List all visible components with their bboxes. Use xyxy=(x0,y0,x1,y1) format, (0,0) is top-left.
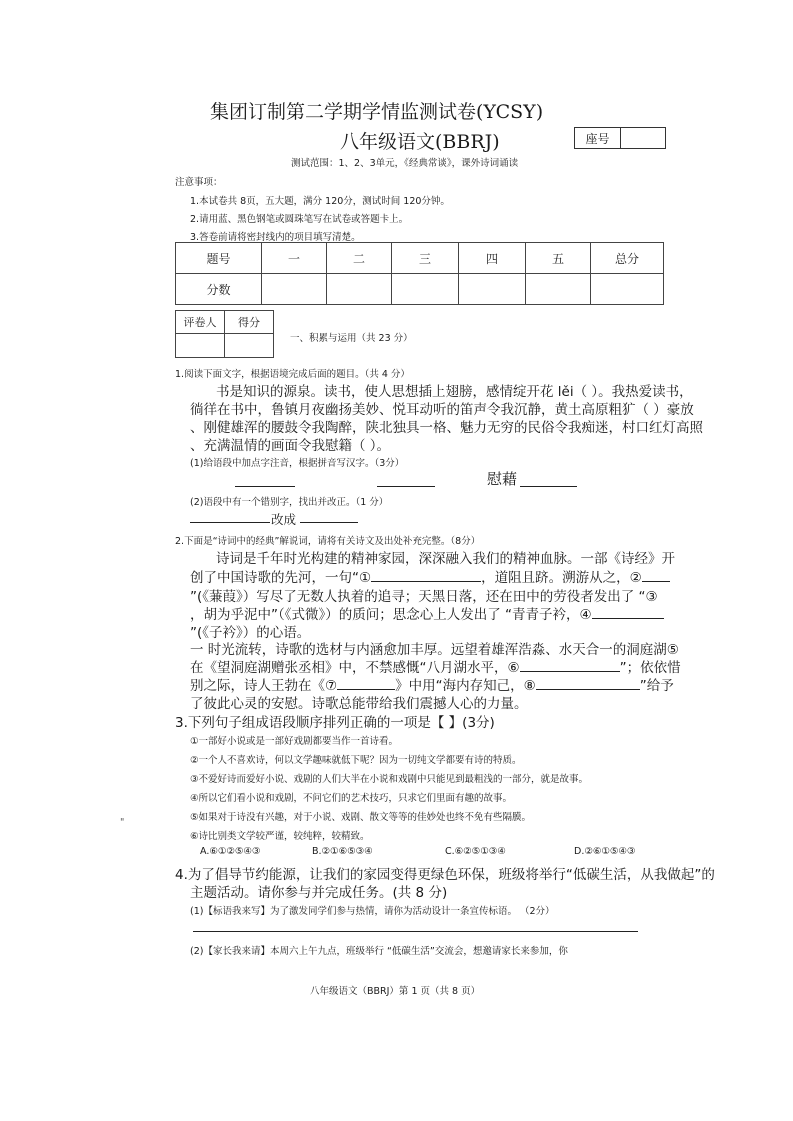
question-stem: 2.下面是“诗词中的经典”解说词，请将有关诗文及出处补充完整。（8分） xyxy=(175,536,481,547)
option-a[interactable]: A.⑥①②⑤④③ xyxy=(200,846,261,857)
grader-table xyxy=(175,310,274,358)
score-cell[interactable] xyxy=(327,274,392,305)
score-cell[interactable] xyxy=(392,274,459,305)
passage-text: 别之际，诗人王勃在《⑦ xyxy=(190,678,338,694)
answer-blank[interactable] xyxy=(520,659,620,672)
exam-subject-title: 八年级语文(BBRJ) xyxy=(340,131,500,153)
sentence-item: ④所以它们看小说和戏剧，不问它们的艺术技巧，只求它们里面有趣的故事。 xyxy=(190,793,513,804)
passage-line: 徜徉在书中，鲁镇月夜幽扬美妙、悦耳动听的笛声令我沉静，黄土高原粗犷（ ）豪放 xyxy=(190,402,694,418)
grader-field[interactable] xyxy=(176,334,225,358)
table-cell: 三 xyxy=(392,243,459,274)
test-scope: 测试范围：1、2、3单元，《经典常谈》，课外诗词诵读 xyxy=(291,158,519,169)
question-stem-cont: 主题活动。请你参与并完成任务。(共 8 分) xyxy=(190,885,448,901)
note-item: 1.本试卷共 8页，五大题，满分 120分，测试时间 120分钟。 xyxy=(190,196,450,207)
sub-question: (1)给语段中加点字注音，根据拼音写汉字。（3分） xyxy=(190,458,405,469)
sub-question: (1)【标语我来写】为了激发同学们参与热情，请你为活动设计一条宣传标语。 （2分） xyxy=(190,906,555,917)
sentence-item: ③不爱好诗而爱好小说、戏剧的人们大半在小说和戏剧中只能见到最粗浅的一部分，就是故事。 xyxy=(190,774,589,785)
seat-number-box[interactable] xyxy=(574,127,666,149)
score-cell[interactable] xyxy=(262,274,327,305)
score-table-header-row xyxy=(176,243,664,274)
slogan-answer-line[interactable] xyxy=(193,919,638,932)
passage-line: ”(《蒹葭》）写尽了无数人执着的追寻；天黑日落，还在田中的劳役者发出了 “③ xyxy=(190,589,658,605)
seat-label: 座号 xyxy=(585,131,610,146)
score-table xyxy=(175,242,664,305)
table-cell: 四 xyxy=(459,243,526,274)
answer-blank[interactable] xyxy=(300,510,358,523)
score-cell[interactable] xyxy=(526,274,591,305)
answer-blank[interactable] xyxy=(190,510,270,523)
score-field[interactable] xyxy=(225,334,274,358)
passage-text: ”给予 xyxy=(639,678,674,694)
passage-text: ，道阻且跻。溯游从之，② xyxy=(481,570,642,586)
answer-blank[interactable] xyxy=(642,569,670,582)
answer-blank[interactable] xyxy=(536,677,640,690)
question-stem: 3.下列句子组成语段顺序排列正确的一项是【 】(3分) xyxy=(175,715,495,731)
passage-text: 》中用“海内存知己，⑧ xyxy=(395,678,536,694)
sentence-item: ②一个人不喜欢诗，何以文学趣味就低下呢？因为一切纯文学都要有诗的特质。 xyxy=(190,755,522,766)
passage-line: 、充满温情的画面令我慰籍（ ）。 xyxy=(190,438,391,454)
table-cell: 一 xyxy=(262,243,327,274)
passage-line: 、刚健雄浑的腰鼓令我陶醉，陕北独具一格、魅力无穷的民俗令我痴迷，村口红灯高照 xyxy=(190,420,703,436)
answer-blank[interactable] xyxy=(520,474,577,487)
option-d[interactable]: D.②⑥①⑤④③ xyxy=(574,846,636,857)
answer-blank[interactable] xyxy=(371,569,481,582)
margin-mark: " xyxy=(120,817,125,828)
fix-label: 改成 xyxy=(271,512,297,527)
sentence-item: ①一部好小说或是一部好戏剧都要当作一首诗看。 xyxy=(190,736,399,747)
pinyin-word: 慰藉 xyxy=(487,470,518,488)
passage-line: 诗词是千年时光构建的精神家园，深深融入我们的精神血脉。一部《诗经》开 xyxy=(216,551,675,567)
answer-blank[interactable] xyxy=(592,606,664,619)
passage-text: 创了中国诗歌的先河，一句“① xyxy=(190,570,372,586)
question-stem: 1.阅读下面文字，根据语境完成后面的题目。（共 4 分） xyxy=(175,369,410,380)
answer-blank[interactable] xyxy=(337,677,395,690)
table-cell: 题号 xyxy=(176,243,262,274)
note-item: 3.答卷前请将密封线内的项目填写清楚。 xyxy=(190,232,361,243)
question-stem: 4.为了倡导节约能源，让我们的家园变得更绿色环保，班级将举行“低碳生活，从我做起”的 xyxy=(175,867,715,883)
passage-text: ”；依依惜 xyxy=(619,660,681,676)
score-cell[interactable] xyxy=(459,274,526,305)
grader-label: 评卷人 xyxy=(176,311,225,334)
passage-line xyxy=(190,656,681,676)
answer-blank[interactable] xyxy=(377,474,435,487)
sentence-item: ⑥诗比别类文学较严谨，较纯粹，较精致。 xyxy=(190,831,370,842)
passage-line: 了彼此心灵的安慰。诗歌总能带给我们震撼人心的力量。 xyxy=(190,696,528,712)
table-cell: 总分 xyxy=(591,243,664,274)
passage-line: 书是知识的源泉。读书，使人思想插上翅膀，感情绽开花 lěi（ ）。我热爱读书， xyxy=(216,384,693,400)
option-c[interactable]: C.⑥②⑤①③④ xyxy=(445,846,506,857)
answer-blank[interactable] xyxy=(235,474,295,487)
sentence-item: ⑤如果对于诗没有兴趣，对于小说、戏剧、散文等等的佳妙处也终不免有些隔膜。 xyxy=(190,812,532,823)
passage-line xyxy=(190,674,674,694)
note-item: 2.请用蓝、黑色钢笔或圆珠笔写在试卷或答题卡上。 xyxy=(190,214,409,225)
table-cell: 分数 xyxy=(176,274,262,305)
passage-line: 一 时光流转，诗歌的选材与内涵愈加丰厚。远望着雄浑浩淼、水天合一的洞庭湖⑤ xyxy=(190,642,679,658)
passage-line xyxy=(190,566,670,586)
score-label: 得分 xyxy=(225,311,274,334)
passage-line: ”(《子衿》）的心语。 xyxy=(190,625,311,641)
seat-number-field[interactable] xyxy=(621,128,665,148)
passage-line xyxy=(190,603,664,623)
notes-heading: 注意事项： xyxy=(175,177,223,188)
option-b[interactable]: B.②①⑥⑤③④ xyxy=(312,846,373,857)
score-cell[interactable] xyxy=(591,274,664,305)
passage-text: ，胡为乎泥中”（《式微》）的质问；思念心上人发出了 “青青子衿，④ xyxy=(190,607,592,623)
exam-series-title: 集团订制第二学期学情监测试卷(YCSY) xyxy=(210,101,544,123)
score-table-score-row xyxy=(176,274,664,305)
sub-question: (2)【家长我来请】本周六上午九点，班级举行 “低碳生活”交流会，想邀请家长来参加，你 xyxy=(190,946,568,957)
page-footer: 八年级语文（BBRJ）第 1 页（共 8 页） xyxy=(310,986,481,997)
passage-text: 在《望洞庭湖赠张丞相》中，不禁感慨“八月湖水平，⑥ xyxy=(190,660,520,676)
section-heading: 一、积累与运用（共 23 分） xyxy=(290,333,413,344)
table-cell: 二 xyxy=(327,243,392,274)
sub-question: (2)语段中有一个错别字，找出并改正。（1 分） xyxy=(190,497,389,508)
table-cell: 五 xyxy=(526,243,591,274)
